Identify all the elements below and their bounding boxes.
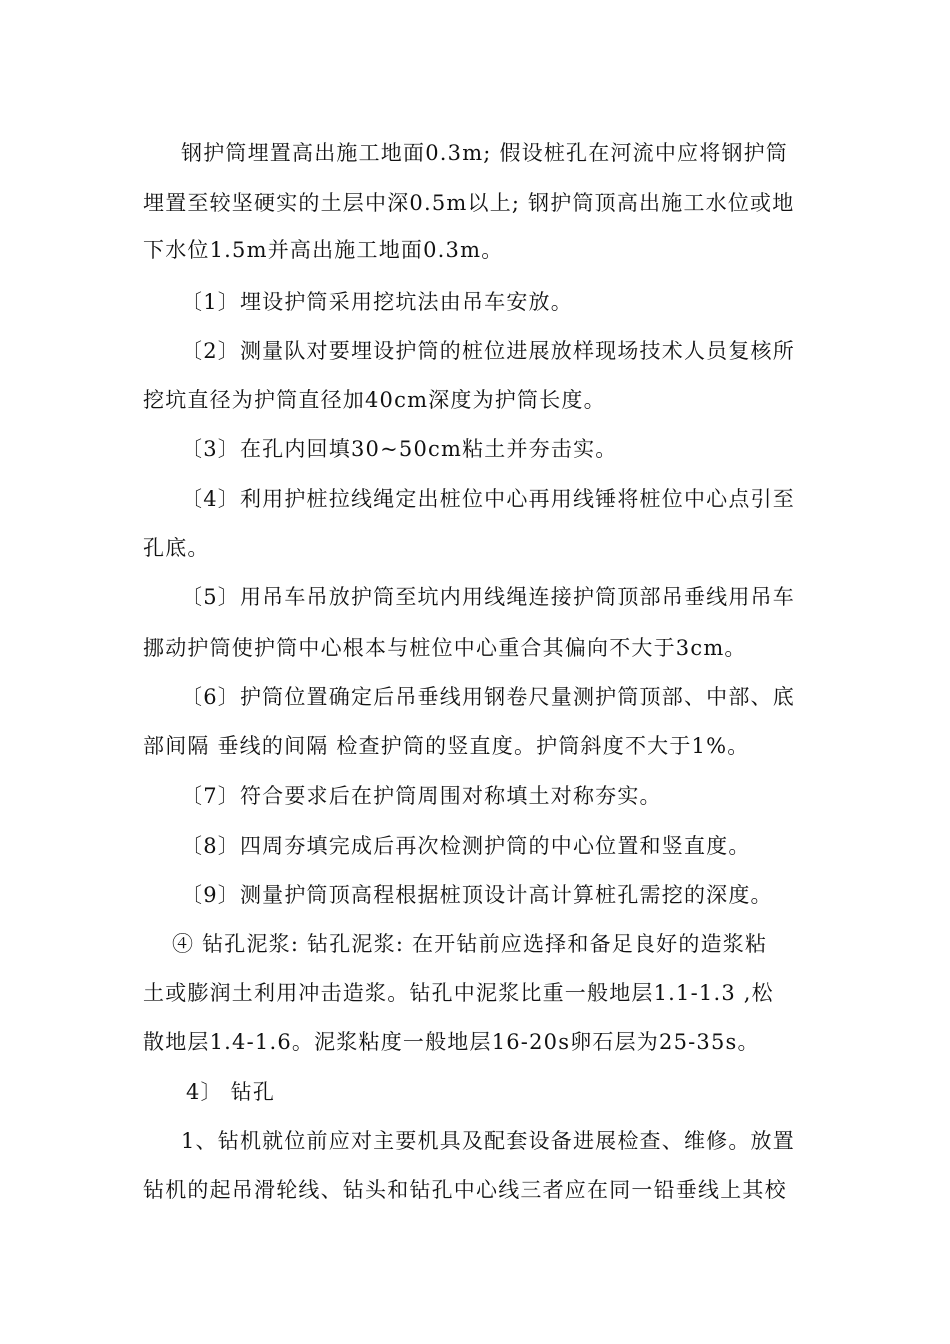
- paragraph-line: 〔6〕护筒位置确定后吊垂线用钢卷尺量测护筒顶部、中部、底: [181, 685, 795, 709]
- paragraph-line: 孔底。: [143, 536, 210, 560]
- paragraph-line: 下水位1.5m并高出施工地面0.3m。: [143, 238, 504, 262]
- paragraph-line: ④ 钻孔泥浆: 钻孔泥浆: 在开钻前应选择和备足良好的造浆粘: [172, 932, 768, 956]
- paragraph-line: 〔1〕埋设护筒采用挖坑法由吊车安放。: [181, 290, 573, 314]
- paragraph-line: 钢护筒埋置高出施工地面0.3m; 假设桩孔在河流中应将钢护筒: [181, 141, 789, 165]
- paragraph-line: 挖坑直径为护筒直径加40cm深度为护筒长度。: [143, 388, 606, 412]
- paragraph-line: 〔4〕利用护桩拉线绳定出桩位中心再用线锤将桩位中心点引至: [181, 487, 795, 511]
- paragraph-line: 钻机的起吊滑轮线、钻头和钻孔中心线三者应在同一铅垂线上其校: [143, 1178, 787, 1202]
- paragraph-line: 〔5〕用吊车吊放护筒至坑内用线绳连接护筒顶部吊垂线用吊车: [181, 585, 795, 609]
- paragraph-line: 1、钻机就位前应对主要机具及配套设备进展检查、维修。放置: [181, 1129, 795, 1153]
- paragraph-line: 〔2〕测量队对要埋设护筒的桩位进展放样现场技术人员复核所: [181, 339, 795, 363]
- paragraph-line: 〔7〕符合要求后在护筒周围对称填土对称夯实。: [181, 784, 662, 808]
- paragraph-line: 〔3〕在孔内回填30~50cm粘土并夯击实。: [181, 437, 618, 461]
- paragraph-line: 散地层1.4-1.6。泥浆粘度一般地层16-20s卵石层为25-35s。: [143, 1030, 760, 1054]
- paragraph-line: 〔9〕测量护筒顶高程根据桩顶设计高计算桩孔需挖的深度。: [181, 883, 773, 907]
- paragraph-line: 部间隔 垂线的间隔 检查护筒的竖直度。护筒斜度不大于1%。: [143, 734, 750, 758]
- paragraph-line: 埋置至较坚硬实的土层中深0.5m以上; 钢护筒顶高出施工水位或地: [143, 191, 795, 215]
- paragraph-line: 土或膨润土利用冲击造浆。钻孔中泥浆比重一般地层1.1-1.3 ,松: [143, 981, 774, 1005]
- paragraph-line: 挪动护筒使护筒中心根本与桩位中心重合其偏向不大于3cm。: [143, 636, 747, 660]
- section-heading: 4〕 钻孔: [186, 1080, 276, 1104]
- paragraph-line: 〔8〕四周夯填完成后再次检测护筒的中心位置和竖直度。: [181, 834, 751, 858]
